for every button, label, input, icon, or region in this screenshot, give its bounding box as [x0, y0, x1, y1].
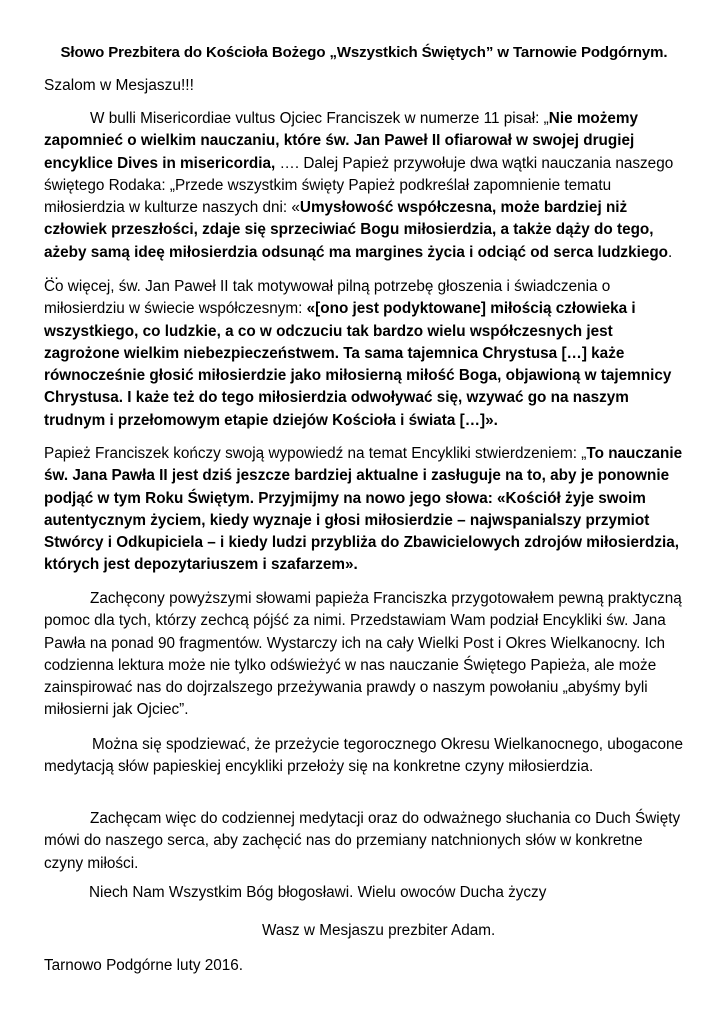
paragraph-3 — [44, 443, 684, 577]
signature: Wasz w Mesjaszu prezbiter Adam. — [262, 922, 496, 939]
paragraph-1 — [44, 108, 684, 286]
paragraph-1-bold-b: Umysłowość współczesna, może bardziej niż człowiek przeszłości, zdaje się sprzeciwiać Bogu miłosierdzia, a także dąży do tego, ażeby samą ideę miłosierdzia odsunąć ma margines życia i odciąć od serca ludzkiego — [44, 199, 669, 261]
paragraph-1-text-c: . … — [44, 243, 673, 284]
letter-title: Słowo Prezbitera do Kościoła Bożego „Wszystkich Świętych” w Tarnowie Podgórnym. — [60, 44, 668, 61]
greeting: Szalom w Mesjaszu!!! — [44, 77, 194, 94]
paragraph-2-text: Co więcej, św. Jan Paweł II tak motywował pilną potrzebę głoszenia i świadczenia o miłosierdziu w świecie współczesnym: — [44, 278, 611, 318]
paragraph-1-text-a: W bulli Misericordiae vultus Ojciec Franciszek w numerze 11 pisał: „ — [90, 110, 549, 127]
paragraph-1-text-b: …. Dalej Papież przywołuje dwa wątki nauczania naszego świętego Rodaka: „Przede wszystkim święty Papież podkreślał zapomnienie tematu miłosierdzia w kulturze naszych dni: « — [44, 154, 674, 217]
paragraph-1-bold-a: Nie możemy zapomnieć o wielkim nauczaniu, które św. Jan Paweł II ofiarował w swojej drugiej encyklice Dives in misericordia, — [44, 110, 639, 172]
place-date: Tarnowo Podgórne luty 2016. — [44, 957, 243, 974]
paragraph-4: Zachęcony powyższymi słowami papieża Franciszka przygotowałem pewną praktyczną pomoc dla tych, którzy zechcą pójść za nimi. Przedstawiam Wam podział Encykliki św. Jana Pawła na ponad 90 fragmentów. Wystarczy ich na cały Wielki Post i Okres Wielkanocny. Ich codzienna lektura może nie tylko odświeżyć w nas nauczanie Świętego Papieża, ale może zainspirować nas do dojrzalszego przeżywania prawdy o naszym powołaniu „abyśmy byli miłosierni jak Ojciec”. — [44, 590, 682, 719]
paragraph-2 — [44, 276, 684, 432]
paragraph-3-text: Papież Franciszek kończy swoją wypowiedź na temat Encykliki stwierdzeniem: „ — [44, 445, 587, 462]
paragraph-2-bold: «[ono jest podyktowane] miłością człowieka i wszystkiego, co ludzkie, a co w odczuciu tak bardzo wielu współczesnych jest zagrożone wielkim niebezpieczeństwem. Ta sama tajemnica Chrystusa […] każe równocześnie głosić miłosierdzie jako miłosierną miłość Boga, objawioną w tajemnicy Chrystusa. I każe też do tego miłosierdzia odwoływać się, wzywać go na naszym trudnym i przełomowym etapie dziejów Kościoła i świata […]». — [44, 300, 672, 429]
blessing: Niech Nam Wszystkim Bóg błogosławi. Wielu owoców Ducha życzy — [89, 884, 547, 901]
paragraph-5: Można się spodziewać, że przeżycie tegorocznego Okresu Wielkanocnego, ubogacone medytacją słów papieskiej encykliki przełoży się na konkretne czyny miłosierdzia. — [44, 736, 683, 776]
paragraph-6: Zachęcam więc do codziennej medytacji oraz do odważnego słuchania co Duch Święty mówi do naszego serca, aby zachęcić nas do przemiany natchnionych słów w konkretne czyny miłości. — [44, 810, 681, 872]
paragraph-3-bold: To nauczanie św. Jana Pawła II jest dziś jeszcze bardziej aktualne i zasługuje na to, aby je ponownie podjąć w tym Roku Świętym. Przyjmijmy na nowo jego słowa: «Kościół żyje swoim autentycznym życiem, kiedy wyznaje i głosi miłosierdzie – najwspanialszy przymiot Stwórcy i Odkupiciela – i kiedy ludzi przybliża do Zbawicielowych zdrojów miłosierdzia, których jest depozytariuszem i szafarzem». — [44, 445, 683, 574]
